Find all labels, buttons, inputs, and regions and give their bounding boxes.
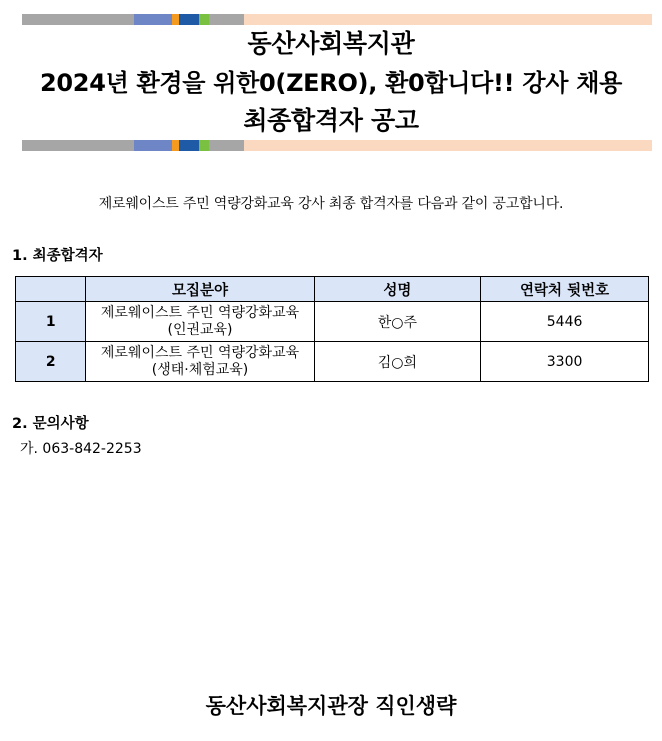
bar-segment xyxy=(209,14,244,25)
section-heading-inquiries: 2. 문의사항 xyxy=(12,416,89,432)
intro-text: 제로웨이스트 주민 역량강화교육 강사 최종 합격자를 다음과 같이 공고합니다. xyxy=(98,196,564,212)
field-line-sub: (인권교육) xyxy=(167,321,233,338)
decorative-color-bar-bottom xyxy=(22,140,652,151)
table-row xyxy=(16,302,649,342)
row-number: 2 xyxy=(16,342,86,382)
bar-segment xyxy=(134,140,172,151)
table-row xyxy=(16,342,649,382)
title-organization: 동산사회복지관 xyxy=(247,29,415,58)
bar-segment xyxy=(179,14,199,25)
field-line-main: 제로웨이스트 주민 역량강화교육 xyxy=(100,344,300,361)
bar-segment xyxy=(199,140,209,151)
row-name: 김○희 xyxy=(314,342,481,382)
header-cell-phone: 연락처 뒷번호 xyxy=(481,277,649,302)
row-phone: 3300 xyxy=(481,342,649,382)
row-field xyxy=(86,302,314,342)
section-heading-final-candidates: 1. 최종합격자 xyxy=(12,248,103,264)
footer-signature: 동산사회복지관장 직인생략 xyxy=(205,694,457,718)
final-candidates-table xyxy=(15,276,649,382)
header-cell-name: 성명 xyxy=(314,277,481,302)
bar-segment xyxy=(172,14,179,25)
contact-phone: 가. 063-842-2253 xyxy=(20,441,142,457)
bar-segment xyxy=(179,140,199,151)
header-cell-field: 모집분야 xyxy=(86,277,314,302)
decorative-color-bar-top xyxy=(22,14,652,25)
field-line-sub: (생태·체험교육) xyxy=(151,361,249,378)
bar-segment xyxy=(244,14,652,25)
bar-segment xyxy=(209,140,244,151)
bar-segment xyxy=(134,14,172,25)
field-line-main: 제로웨이스트 주민 역량강화교육 xyxy=(100,304,300,321)
bar-segment xyxy=(22,140,134,151)
bar-segment xyxy=(199,14,209,25)
bar-segment xyxy=(22,14,134,25)
row-number: 1 xyxy=(16,302,86,342)
row-field xyxy=(86,342,314,382)
header-cell-number xyxy=(16,277,86,302)
bar-segment xyxy=(172,140,179,151)
table-header-row xyxy=(16,277,649,302)
row-name: 한○주 xyxy=(314,302,481,342)
title-program: 2024년 환경을 위한0(ZERO), 환0합니다!! 강사 채용 xyxy=(40,69,622,97)
row-phone: 5446 xyxy=(481,302,649,342)
bar-segment xyxy=(244,140,652,151)
title-announcement: 최종합격자 공고 xyxy=(243,106,419,135)
